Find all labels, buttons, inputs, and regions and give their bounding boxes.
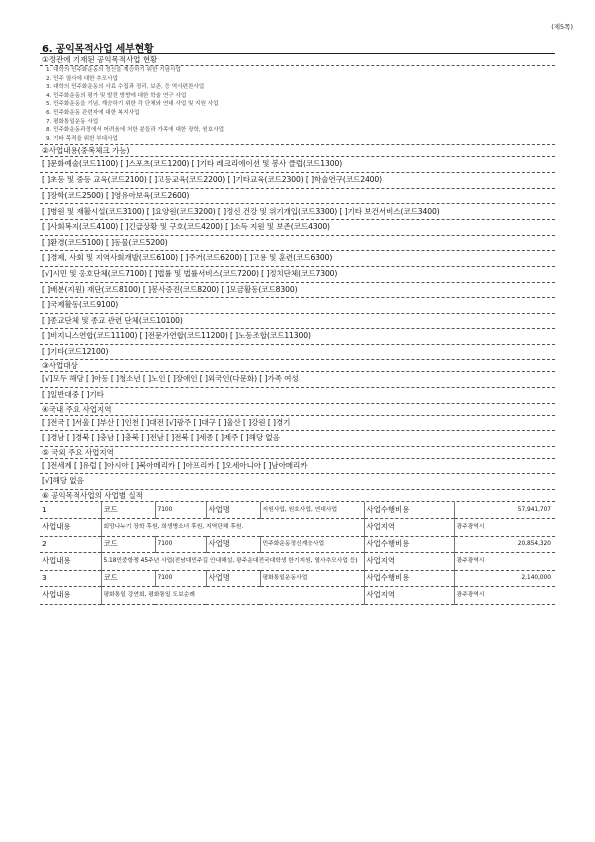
biz-name-label: 사업명	[206, 536, 260, 552]
table-row	[40, 536, 555, 552]
biz-name-value: 민주화운동정신계승사업	[260, 536, 364, 552]
table-row	[40, 586, 555, 604]
list-item: 2. 민주 열사에 대한 추모사업	[46, 75, 118, 82]
region-label: 사업지역	[364, 586, 454, 604]
table-row	[40, 502, 555, 518]
option-row[interactable]: [ ]전국 [ ]서울 [ ]부산 [ ]인천 [ ]대전 [√]광주 [ ]대구 [ ]울산 [ ]강원 [ ]경기	[40, 416, 555, 432]
code-label: 코드	[101, 570, 155, 586]
sec1-title: ①정관에 기재된 공익목적사업 현황	[42, 55, 158, 64]
content-label: 사업내용	[40, 586, 101, 604]
option-row[interactable]: [ ]경남 [ ]경북 [ ]충남 [ ]충북 [ ]전남 [ ]전북 [ ]세종 [ ]제주 [ ]해당 없음	[40, 431, 555, 447]
sec5-title-row	[40, 447, 555, 459]
option-row[interactable]: [√]시민 및 옹호단체(코드7100) [ ]법률 및 법률서비스(코드7200) [ ]정치단체(코드7300)	[40, 267, 555, 283]
record-number: 1	[40, 502, 101, 518]
sec5-title: ⑤ 국외 주요 사업지역	[42, 447, 114, 457]
amount-value: 2,140,000	[454, 570, 555, 586]
amount-value: 20,854,320	[454, 536, 555, 552]
option-row[interactable]: [ ]문화예술(코드1100) [ ]스포츠(코드1200) [ ]기타 레크리에이션 및 봉사 클럽(코드1300)	[40, 157, 555, 173]
sec3-title-row	[40, 360, 555, 372]
option-row[interactable]: [ ]일반대중 [ ]기타	[40, 388, 555, 404]
region-value: 광주광역시	[454, 518, 555, 536]
list-item: 9. 기타 목적을 위한 부대사업	[46, 135, 118, 142]
code-value: 7100	[155, 536, 206, 552]
content-label: 사업내용	[40, 552, 101, 570]
code-label: 코드	[101, 536, 155, 552]
option-row[interactable]: [ ]초등 및 중등 교육(코드2100) [ ]고등교육(코드2200) [ ]기타교육(코드2300) [ ]학술연구(코드2400)	[40, 173, 555, 189]
sec6-title-row	[40, 490, 555, 502]
option-row[interactable]: [ ]경제, 사회 및 지역사회개발(코드6100) [ ]주거(코드6200) [ ]고용 및 훈련(코드6300)	[40, 251, 555, 267]
charter-business-list	[40, 66, 555, 145]
option-row[interactable]: [ ]환경(코드5100) [ ]동물(코드5200)	[40, 236, 555, 252]
option-row[interactable]: [√]해당 없음	[40, 474, 555, 490]
content-value: 회망나누기 장학 후원, 희생병소녀 후원, 지역단체 후원.	[101, 518, 364, 536]
biz-name-label: 사업명	[206, 570, 260, 586]
content-value: 5.18민중항쟁 45주년 사업(전남대민주길 안내해설, 광주운대전국대학생 한기지원, 열사추모사업 등)	[101, 552, 364, 570]
performance-table	[40, 502, 555, 605]
sec6-title: ⑥ 공익목적사업의 사업별 실적	[42, 491, 143, 501]
code-value: 7100	[155, 570, 206, 586]
content-label: 사업내용	[40, 518, 101, 536]
sec4-title: ④국내 주요 사업지역	[42, 404, 112, 414]
amount-label: 사업수행비용	[364, 502, 454, 518]
sec2-title: ②사업내용(중복체크 가능)	[42, 146, 130, 156]
option-row[interactable]: [ ]국제활동(코드9100)	[40, 298, 555, 314]
biz-name-label: 사업명	[206, 502, 260, 518]
list-item: 1. 대학의 민주화운동의 정신을 계승하기 위한 기념사업	[46, 67, 181, 73]
option-row[interactable]: [√]모두 해당 [ ]아동 [ ]청소년 [ ]노인 [ ]장애인 [ ]외국인(다문화) [ ]가족 여성	[40, 372, 555, 388]
sec3-title: ③사업대상	[42, 361, 78, 371]
sec2-title-row	[40, 145, 555, 157]
form-content	[40, 53, 555, 605]
option-row[interactable]: [ ]사회복지(코드4100) [ ]긴급상황 및 구호(코드4200) [ ]소득 지원 및 보존(코드4300)	[40, 220, 555, 236]
region-value: 광주광역시	[454, 552, 555, 570]
biz-name-value: 지원사업, 원호사업, 연대사업	[260, 502, 364, 518]
option-row[interactable]: [ ]종교단체 및 종교 관련 단체(코드10100)	[40, 314, 555, 330]
option-row[interactable]: [ ]비지니스연합(코드11100) [ ]전문가연합(코드11200) [ ]노동조합(코드11300)	[40, 329, 555, 345]
record-number: 3	[40, 570, 101, 586]
code-value: 7100	[155, 502, 206, 518]
page-number: (제5쪽)	[551, 23, 573, 31]
option-row[interactable]: [ ]배분(지원) 재단(코드8100) [ ]봉사증진(코드8200) [ ]모금활동(코드8300)	[40, 283, 555, 299]
content-value: 평화통일 강연회, 평화통일 도보순례	[101, 586, 364, 604]
list-item: 6. 민주화운동 관련자에 대한 복지사업	[46, 109, 140, 116]
table-row	[40, 518, 555, 536]
region-label: 사업지역	[364, 518, 454, 536]
region-value: 광주광역시	[454, 586, 555, 604]
list-item: 3. 대학의 민주화운동의 사료 수집과 정리, 보존, 등 역사편찬사업	[46, 84, 205, 91]
option-row[interactable]: [ ]장학(코드2500) [ ]영유아보육(코드2600)	[40, 189, 555, 205]
list-item: 7. 평화통일운동 사업	[46, 118, 99, 125]
code-label: 코드	[101, 502, 155, 518]
list-item: 8. 민주화운동과정에서 어려움에 처한 분들과 가족에 대한 장학, 원호사업	[46, 127, 225, 134]
option-row[interactable]: [ ]전세계 [ ]유럽 [ ]아시아 [ ]북아메리카 [ ]아프리카 [ ]오세아니아 [ ]남아메리카	[40, 459, 555, 475]
record-number: 2	[40, 536, 101, 552]
list-item: 4. 민주화운동의 평가 및 발전 방향에 대한 학술 연구 사업	[46, 92, 187, 99]
option-row[interactable]: [ ]병원 및 재활시설(코드3100) [ ]요양원(코드3200) [ ]정신 건강 및 위기개입(코드3300) [ ]기타 보건서비스(코드3400)	[40, 204, 555, 220]
sec4-title-row	[40, 404, 555, 416]
biz-name-value: 평화통일운동사업	[260, 570, 364, 586]
option-row[interactable]: [ ]기타(코드12100)	[40, 345, 555, 361]
region-label: 사업지역	[364, 552, 454, 570]
list-item: 5. 민주화운동을 기념, 계승하기 위한 각 단체와 연대 사업 및 지원 사업	[46, 101, 219, 108]
amount-label: 사업수행비용	[364, 570, 454, 586]
amount-label: 사업수행비용	[364, 536, 454, 552]
section-heading: 6. 공익목적사업 세부현황	[42, 44, 154, 55]
table-row	[40, 552, 555, 570]
sec1-title-row	[40, 53, 555, 66]
table-row	[40, 570, 555, 586]
amount-value: 57,941,707	[454, 502, 555, 518]
